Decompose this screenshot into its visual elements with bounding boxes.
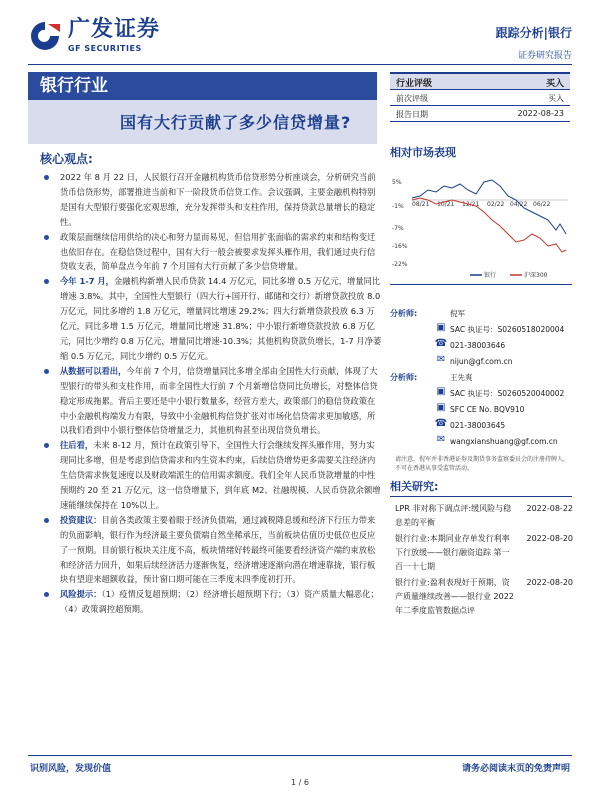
report-date-value: 2022-08-23 bbox=[517, 109, 564, 118]
analyst-2-sfc: SFC CE No. BQV910 bbox=[450, 404, 525, 414]
y-tick: -7% bbox=[392, 225, 404, 232]
bullet-item: 从数据可以看出，今年前 7 个月，信贷增量同比多增全部由全国性大行贡献，体现了大型银行的带头和支柱作用，而非全国性大行前 7 个月新增信贷同比负增长，对整体信贷稳定形成拖累。背后主要还是中小银行数量多，经营方差大，政策部门的稳信贷政策在中小金融机构端发力有限，导致中小金融机构信贷扩张对市场化信贷需求更加敏感，所以我们看到中小银行整体信贷增量乏力，其他机构甚至出现信贷负增长。 bbox=[40, 364, 382, 439]
analyst-2-sac-row bbox=[390, 385, 572, 401]
related-heading: 相关研究: bbox=[390, 478, 572, 497]
rating-row-current bbox=[390, 72, 570, 90]
brand-logo bbox=[28, 18, 160, 53]
analyst-2-sac: SAC 执证号：S0260520040002 bbox=[450, 388, 565, 398]
related-item[interactable] bbox=[395, 576, 573, 618]
phone-icon: ☎ bbox=[434, 418, 448, 429]
report-type: 跟踪分析|银行 bbox=[495, 26, 572, 40]
prev-rating-label: 前次评级 bbox=[396, 94, 428, 103]
legend-index: 沪深300 bbox=[524, 272, 548, 279]
related-title[interactable]: 银行行业:本期同业存单发行利率下行放缓——银行融资追踪 第一百一十七期 bbox=[395, 534, 510, 571]
rating-row-prev bbox=[390, 90, 570, 106]
analyst-2-sfc-row bbox=[390, 401, 572, 417]
core-heading: 核心观点: bbox=[40, 152, 93, 166]
analyst-1-phone: 021-38003646 bbox=[450, 340, 506, 350]
analyst-2-phone-row bbox=[390, 417, 572, 433]
rating-label: 行业评级 bbox=[396, 79, 433, 89]
footer-rule bbox=[28, 755, 572, 756]
related-list bbox=[395, 502, 573, 620]
x-tick: 06/22 bbox=[533, 201, 551, 208]
id-card-icon: ▣ bbox=[436, 322, 446, 333]
analyst-2-name: 王先爽 bbox=[450, 372, 473, 382]
x-tick: 12/21 bbox=[462, 201, 480, 208]
analyst-1-name: 倪军 bbox=[450, 308, 465, 318]
related-date: 2022-08-20 bbox=[526, 534, 573, 543]
chart-heading: 相对市场表现 bbox=[390, 146, 456, 159]
analyst-1-email-row bbox=[390, 353, 572, 369]
bullet-item: 风险提示：（1）疫情反复超预期；（2）经济增长超预期下行；（3）资产质量大幅恶化；（4）政策调控超预期。 bbox=[40, 587, 382, 617]
y-tick: -22% bbox=[392, 261, 408, 268]
x-tick: 04/22 bbox=[510, 201, 528, 208]
id-card-icon: ▣ bbox=[436, 386, 446, 397]
related-date: 2022-08-20 bbox=[526, 578, 573, 587]
bullet-item: 今年 1-7 月，金融机构新增人民币贷款 14.4 万亿元，同比多增 0.5 万亿元，增量同比增速 3.8%。其中，全国性大型银行（四大行+国开行、邮储和交行）新增贷款投放 8.0 万亿元，同比多增约 1.8 万亿元，增量同比增速 29.2%；四大行新增贷款投放 6.3 万亿元，同比多增 1.5 万亿元，增量同比增速 31.8%；中小银行新增贷款投放 6.8 万亿元，同比少增约 0.8 万亿元，增量同比增速-10.3%；其他机构贷款负增长，1-7 月净萎缩 0.5 万亿元，同比少增约 0.5 万亿元。 bbox=[40, 274, 382, 363]
bullet-item: 投资建议：目前各类政策主要着眼于经济负债端，通过减税降息缓和经济下行压力带来的负面影响，银行作为经济最主要负债端自然坐稀承压，当前板块估值历史低位也反应了一预期。目前银行板块关注度不高，板块情绪好转最终可能要看经济资产端约束放松和经济活力回升，如果后续经济活力逐渐恢复，经济增速逐渐向潜在增速靠拢，银行板块有望迎来超额收益，预计窗口期可能在三季度末四季度初打开。 bbox=[40, 513, 382, 588]
analyst-1-phone-row bbox=[390, 337, 572, 353]
sector-name: 银行行业 bbox=[40, 76, 108, 96]
analyst-2-email-row bbox=[390, 433, 572, 449]
rating-row-date bbox=[390, 106, 570, 122]
email-icon: ✉ bbox=[436, 354, 446, 365]
analyst-block bbox=[390, 305, 572, 449]
related-item[interactable] bbox=[395, 532, 573, 574]
logo-text-cn: 广发证券 bbox=[68, 17, 161, 42]
analyst-2-phone: 021-38003645 bbox=[450, 420, 506, 430]
report-title: 国有大行贡献了多少信贷增量? bbox=[120, 113, 352, 132]
related-title[interactable]: LPR 非对称下调点评:缓风险与稳息差的平衡 bbox=[395, 504, 512, 527]
rating-value: 买入 bbox=[545, 79, 564, 89]
analyst-disclaimer: 请注意，倪军并非香港证券及期货事务监察委员会的注册持牌人，不可在香港从事受监管活动。 bbox=[395, 456, 570, 472]
bullet-item: 往后看，未来 8-12 月，预计在政策引导下，全国性大行会继续发挥头雁作用，努力实现同比多增，但是考虑到信贷需求和内生资本约束，后续信贷增势更多需要关注经济内生信贷需求恢复速度以及财政端派生的信用需求额度。我们全年人民币贷款增量的中性预期约 20 至 21 万亿元，这一信贷增量下，到年底 M2、社融规模、人民币贷款余额增速能继续保持在 10%以上。 bbox=[40, 438, 382, 513]
related-item[interactable] bbox=[395, 502, 573, 530]
footer-disclaimer-note: 请务必阅读末页的免责声明 bbox=[461, 764, 570, 774]
y-tick: 5% bbox=[392, 179, 402, 186]
chart-svg bbox=[390, 160, 572, 285]
related-title[interactable]: 银行行业:盈利表现好于预期，资产质量继续改善——银行业 2022 年二季度监管数据点评 bbox=[395, 578, 514, 615]
bullet-item: 政策层面继续信用供给的决心和努力显而易见，但信用扩张面临的需求约束和结构变迁也依旧存在。在稳信贷过程中，国有大行一般会被要求发挥头雁作用，我们通过央行信贷收支表，简单盘点今年前 7 个月国有大行贡献了多少信贷增量。 bbox=[40, 230, 382, 275]
x-tick: 02/22 bbox=[487, 201, 505, 208]
id-card-icon: ▣ bbox=[436, 402, 446, 413]
x-tick: 10/21 bbox=[437, 201, 455, 208]
related-date: 2022-08-22 bbox=[526, 504, 573, 513]
page-number: 1 / 6 bbox=[291, 778, 309, 787]
phone-icon: ☎ bbox=[434, 338, 448, 349]
relative-performance-chart bbox=[390, 160, 572, 285]
bullet-item: 2022 年 8 月 22 日，人民银行召开金融机构货币信贷形势分析座谈会，分析研究当前货币信贷形势，部署推进当前和下一阶段货币信贷工作。会议强调，主要金融机构特别是国有大型银行要强化宏观思维，充分发挥带头和支柱作用，保持贷款总量增长的稳定性。 bbox=[40, 170, 382, 230]
y-tick: -1% bbox=[392, 203, 404, 210]
logo-icon bbox=[28, 20, 62, 52]
legend-bank: 银行 bbox=[484, 272, 497, 279]
header-rule bbox=[28, 64, 572, 65]
analyst-1-name-row bbox=[390, 305, 572, 321]
core-points bbox=[40, 170, 382, 617]
analyst-1-sac: SAC 执证号：S0260518020004 bbox=[450, 324, 565, 334]
analyst-1-sac-row bbox=[390, 321, 572, 337]
person-icon bbox=[432, 370, 450, 384]
analyst-label: 分析师: bbox=[390, 372, 418, 382]
y-tick: -16% bbox=[392, 243, 408, 250]
rating-box bbox=[390, 72, 570, 122]
analyst-1-email[interactable]: nijun@gf.com.cn bbox=[450, 356, 513, 366]
prev-rating-value: 买入 bbox=[548, 94, 564, 103]
footer-slogan: 识别风险，发现价值 bbox=[30, 764, 112, 774]
person-icon bbox=[432, 306, 450, 320]
logo-text-en: GF SECURITIES bbox=[68, 44, 142, 53]
x-tick: 08/21 bbox=[412, 201, 430, 208]
report-subtitle: 证券研究报告 bbox=[517, 51, 572, 61]
report-date-label: 报告日期 bbox=[396, 110, 428, 119]
analyst-label: 分析师: bbox=[390, 308, 418, 318]
email-icon: ✉ bbox=[436, 434, 446, 445]
analyst-2-name-row bbox=[390, 369, 572, 385]
analyst-2-email[interactable]: wangxianshuang@gf.com.cn bbox=[450, 436, 558, 446]
